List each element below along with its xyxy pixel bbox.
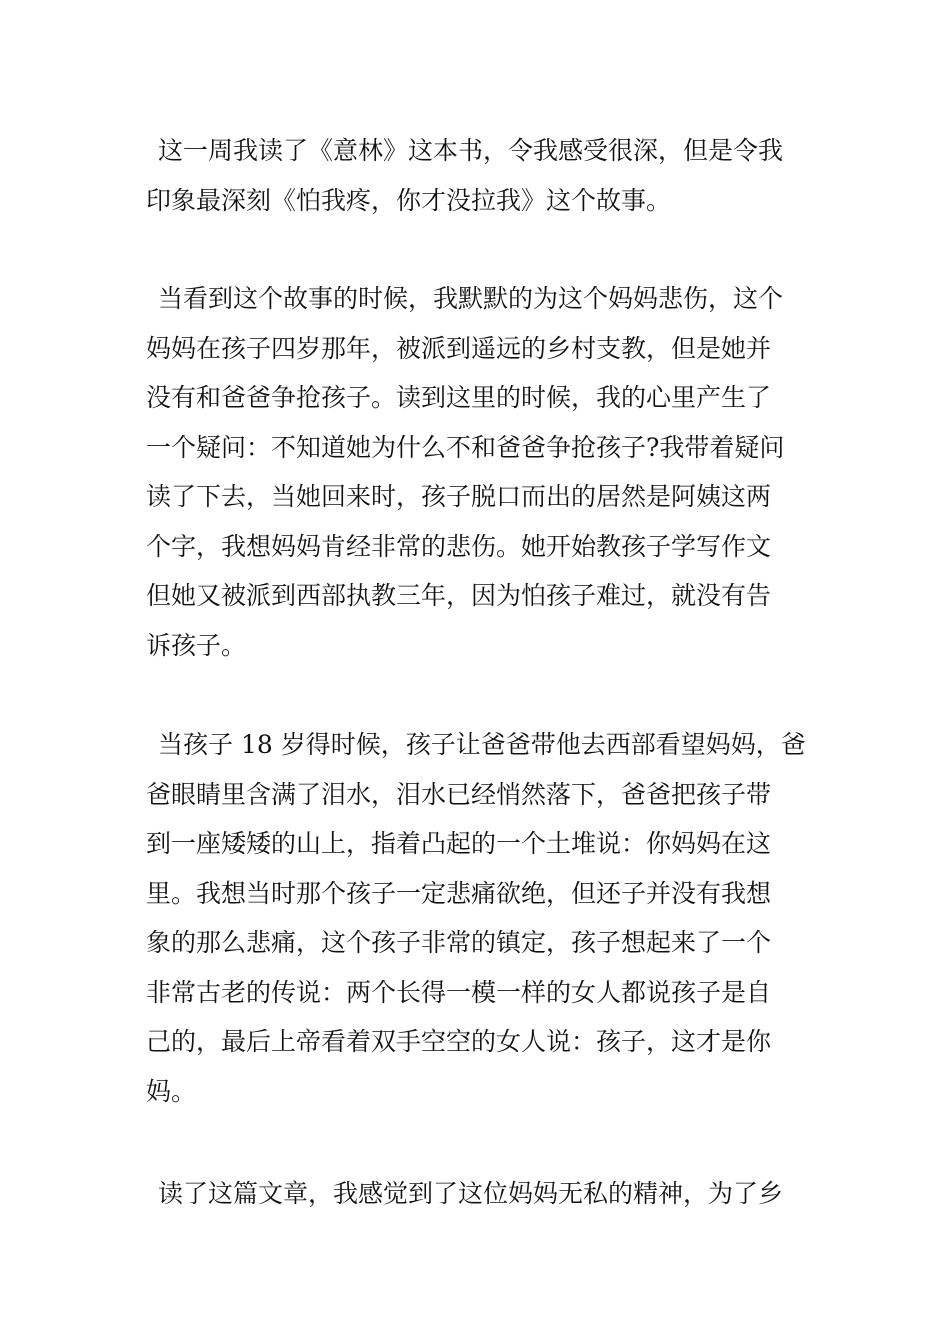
- text-line: 象的那么悲痛，这个孩子非常的镇定，孩子想起来了一个: [146, 928, 772, 957]
- text-line: 没有和爸爸争抢孩子。读到这里的时候，我的心里产生了: [146, 383, 772, 412]
- text-line: 当孩子 18 岁得时候，孩子让爸爸带他去西部看望妈妈，爸: [158, 730, 806, 759]
- text-line: 印象最深刻《怕我疼，你才没拉我》这个故事。: [146, 185, 672, 215]
- text-line: 这一周我读了《意林》这本书，令我感受很深，但是令我: [158, 136, 784, 165]
- paragraph-2: [146, 274, 811, 670]
- paragraph-3: [146, 720, 811, 1116]
- text-line: 但她又被派到西部执教三年，因为怕孩子难过，就没有告: [146, 581, 772, 610]
- text-line: 己的，最后上帝看着双手空空的女人说：孩子，这才是你: [146, 1027, 772, 1056]
- text-line: 诉孩子。: [146, 630, 247, 660]
- text-line: 读了这篇文章，我感觉到了这位妈妈无私的精神，为了乡: [158, 1179, 784, 1208]
- text-line: 爸眼睛里含满了泪水，泪水已经悄然落下，爸爸把孩子带: [146, 779, 772, 809]
- paragraph-4: [146, 1169, 811, 1219]
- text-line: 妈。: [146, 1076, 197, 1106]
- text-line: 到一座矮矮的山上，指着凸起的一个土堆说：你妈妈在这: [146, 829, 772, 858]
- text-line: 妈妈在孩子四岁那年，被派到遥远的乡村支教，但是她并: [146, 333, 772, 363]
- text-line: 非常古老的传说：两个长得一模一样的女人都说孩子是自: [146, 977, 772, 1007]
- text-line: 个字，我想妈妈肯经非常的悲伤。她开始教孩子学写作文: [146, 531, 772, 561]
- text-line: 里。我想当时那个孩子一定悲痛欲绝，但还子并没有我想: [146, 878, 772, 908]
- paragraph-1: [146, 126, 811, 225]
- text-line: 当看到这个故事的时候，我默默的为这个妈妈悲伤，这个: [158, 284, 784, 313]
- text-line: 读了下去，当她回来时，孩子脱口而出的居然是阿姨这两: [146, 482, 772, 511]
- text-line: 一个疑问：不知道她为什么不和爸爸争抢孩子?我带着疑问: [146, 432, 785, 462]
